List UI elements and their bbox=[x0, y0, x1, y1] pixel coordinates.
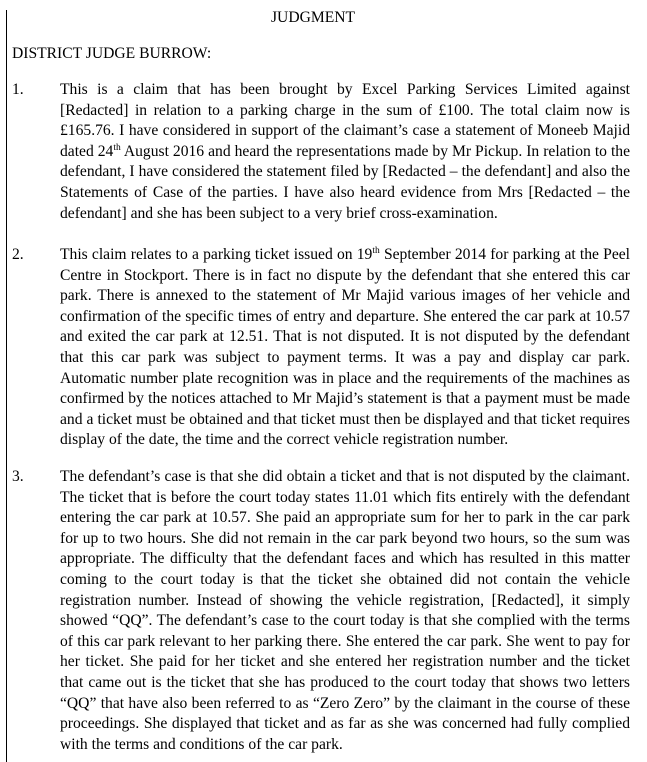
paragraph-text bbox=[60, 80, 630, 224]
judgment-paragraph bbox=[12, 80, 630, 224]
left-margin-rule bbox=[6, 10, 7, 762]
judgment-paragraph bbox=[12, 467, 630, 755]
paragraph-text-segment: This claim relates to a parking ticket issued on 19 bbox=[60, 246, 373, 263]
paragraph-text-segment: August 2016 and heard the representations made by Mr Pickup. In relation to the defendant, I have considered the statement filed by [Redacted – the defendant] and also the Statements of Case of the parties. I have also heard evidence from Mrs [Redacted – the defendant] and she has been subject to a very brief cross-examination. bbox=[60, 142, 630, 222]
paragraph-text bbox=[60, 467, 630, 755]
ordinal-suffix: th bbox=[372, 246, 380, 256]
judge-name-line: DISTRICT JUDGE BURROW: bbox=[12, 45, 212, 62]
document-heading: JUDGMENT bbox=[270, 9, 356, 26]
paragraph-text-segment: The defendant’s case is that she did obtain a ticket and that is not disputed by the claimant. The ticket that is before the court today states 11.01 which fits entirely with the defendant entering the car park at 10.57. She paid an appropriate sum for her to park in the car park for up to two hours. She did not remain in the car park beyond two hours, so the sum was appropriate. The difficulty that the defendant faces and which has resulted in this matter coming to the court today is that the ticket she obtained did not contain the vehicle registration number. Instead of showing the vehicle registration, [Redacted], it simply showed “QQ”. The defendant’s case to the court today is that she complied with the terms of this car park relevant to her parking there. She entered the car park. She went to pay for her ticket. She paid for her ticket and she entered her registration number and the ticket that came out is the ticket that she has produced to the court today that shows two letters “QQ” that have also been referred to as “Zero Zero” by the claimant in the course of these proceedings. She displayed that ticket and as far as she was concerned had fully complied with the terms and conditions of the car park. bbox=[60, 468, 630, 753]
paragraph-text bbox=[60, 245, 630, 451]
paragraph-text-segment: September 2014 for parking at the Peel Centre in Stockport. There is in fact no dispute by the defendant that she entered this car park. There is annexed to the statement of Mr Majid various images of her vehicle and confirmation of the specific times of entry and departure. She entered the car park at 10.57 and exited the car park at 12.51. That is not disputed. It is not disputed by the defendant that this car park was subject to payment terms. It was a pay and display car park. Automatic number plate recognition was in place and the requirements of the machines as confirmed by the notices attached to Mr Majid’s statement is that a payment must be made and a ticket must be obtained and that ticket must then be displayed and that ticket requires display of the date, the time and the correct vehicle registration number. bbox=[60, 246, 630, 449]
paragraph-text-segment: This is a claim that has been brought by Excel Parking Services Limited against [Redacted] in relation to a parking charge in the sum of £100. The total claim now is £165.76. I have considered in support of the claimant’s case a statement of Moneeb Majid dated 24 bbox=[60, 81, 630, 160]
paragraph-number: 1. bbox=[12, 81, 24, 98]
judgment-paragraph bbox=[12, 245, 630, 451]
ordinal-suffix: th bbox=[113, 142, 121, 153]
paragraph-number: 3. bbox=[12, 468, 24, 485]
paragraph-number: 2. bbox=[12, 246, 24, 263]
